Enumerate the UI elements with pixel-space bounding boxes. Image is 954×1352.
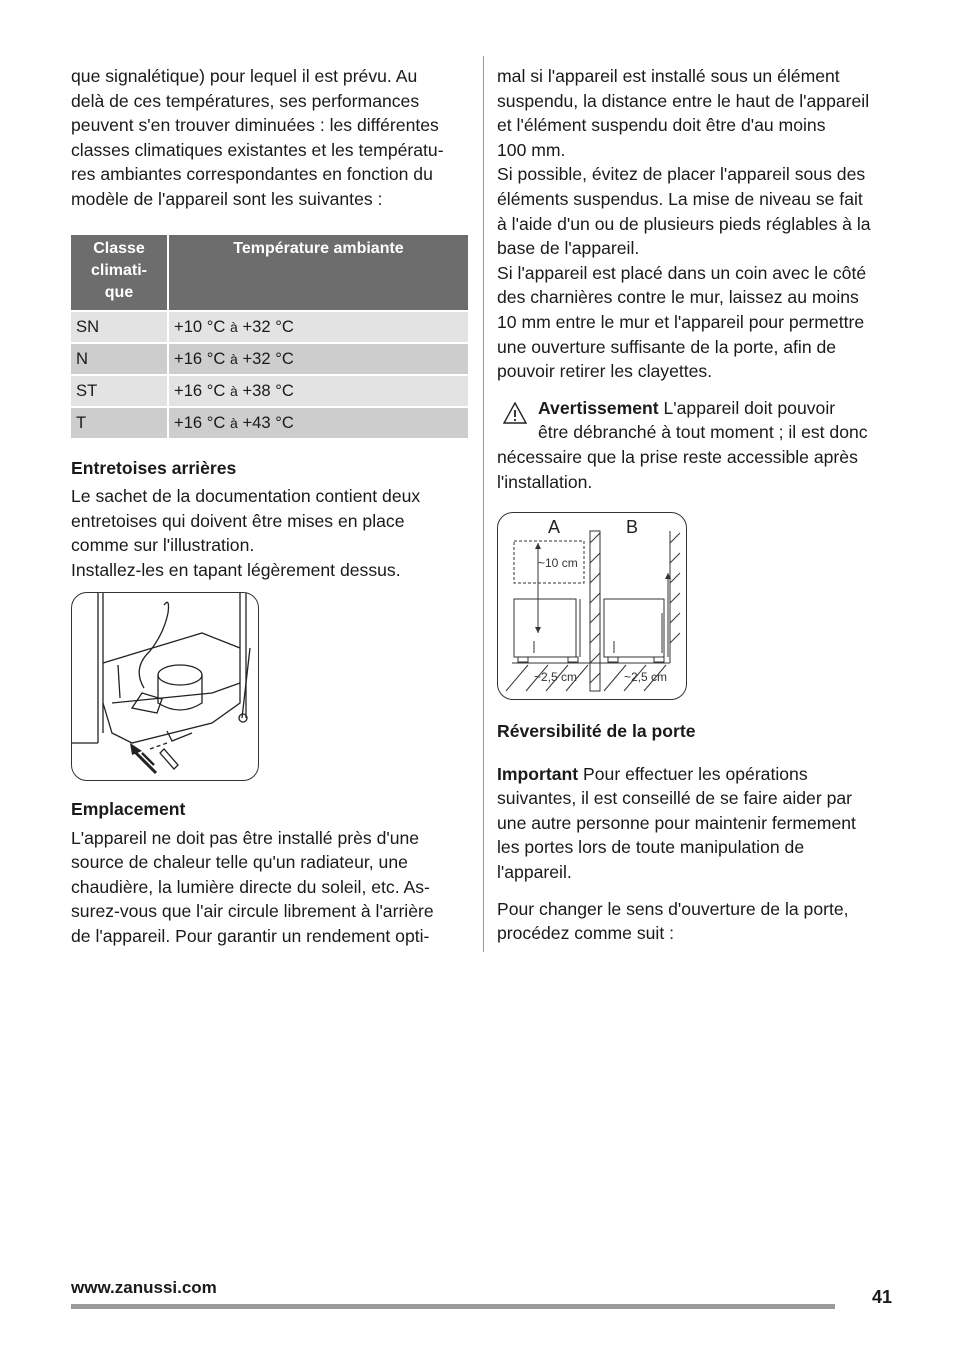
text-line: chaudière, la lumière directe du soleil, etc. As- (71, 876, 430, 897)
cell-class: T (71, 407, 168, 438)
text-line: des charnières contre le mur, laissez au moins (497, 287, 859, 308)
text-line: res ambiantes correspondantes en fonction du (71, 164, 433, 185)
text-line: source de chaleur telle qu'un radiateur, une (71, 852, 408, 873)
text-line: que signalétique) pour lequel il est prévu. Au (71, 66, 418, 86)
text-line: l'appareil. (497, 861, 572, 882)
right-column (497, 64, 899, 494)
change-direction-text (497, 897, 899, 946)
important-text: Pour effectuer les opérations (578, 763, 808, 784)
text-line: une ouverture suffisante de la porte, afin de (497, 336, 837, 357)
cell-class: ST (71, 375, 168, 407)
text-line: éléments suspendus. La mise de niveau se fait (497, 188, 863, 209)
cell-range: +16 °C à +32 °C (168, 343, 468, 375)
cell-range: +16 °C à +43 °C (168, 407, 468, 438)
text-line: L'appareil ne doit pas être installé près d'une (71, 827, 420, 848)
header-line: Classe (93, 239, 145, 257)
cell-class: N (71, 343, 168, 375)
climate-class-table (71, 235, 468, 438)
location-continued (497, 64, 899, 384)
text-line: Pour changer le sens d'ouverture de la porte, (497, 898, 849, 919)
section-heading: Emplacement (71, 799, 186, 819)
text-line: l'installation. (497, 471, 593, 492)
clearance-diagram (497, 512, 687, 700)
table-row (71, 375, 468, 407)
cell-class: SN (71, 311, 168, 343)
text-line: mal si l'appareil est installé sous un élément (497, 66, 840, 86)
text-line: Si possible, évitez de placer l'appareil sous des (497, 164, 866, 185)
text-line: delà de ces températures, ses performances (71, 90, 420, 111)
warning-first-line (497, 396, 899, 421)
header-climate-class (71, 235, 168, 311)
text-line: classes climatiques existantes et les températu- (71, 139, 444, 160)
section-heading: Entretoises arrières (71, 457, 237, 478)
rear-spacer-illustration (71, 592, 259, 781)
label-a: A (548, 517, 561, 537)
header-line: que (104, 283, 134, 301)
location-section (71, 797, 469, 949)
footer-website-link[interactable]: www.zanussi.com (71, 1278, 217, 1297)
text-line: Installez-les en tapant légèrement dessus. (71, 559, 401, 580)
cell-range: +10 °C à +32 °C (168, 311, 468, 343)
text-line: procédez comme suit : (497, 923, 674, 944)
warning-triangle-icon (503, 402, 527, 424)
header-line: climati- (90, 261, 147, 279)
dim-left: ~2,5 cm (534, 670, 578, 684)
page-number: 41 (872, 1287, 893, 1307)
warning-label: Avertissement (538, 397, 659, 418)
text-line: comme sur l'illustration. (71, 535, 255, 556)
text-line: de l'appareil. Pour garantir un rendement opti- (71, 925, 430, 946)
text-line: entretoises qui doivent être mises en place (71, 510, 405, 531)
text-line: suspendu, la distance entre le haut de l'appareil (497, 90, 870, 111)
label-b: B (626, 517, 639, 537)
text-line: les portes lors de toute manipulation de (497, 837, 805, 858)
text-line: pouvoir retirer les clayettes. (497, 361, 713, 382)
table-row (71, 343, 468, 375)
text-line: 100 mm. (497, 139, 566, 160)
text-line: Si l'appareil est placé dans un coin avec le côté (497, 262, 867, 283)
footer-rule (71, 1304, 835, 1309)
clearance-drawing (498, 513, 686, 699)
text-line: nécessaire que la prise reste accessible après (497, 446, 858, 467)
cell-range: +16 °C à +38 °C (168, 375, 468, 407)
compressor-drawing (72, 593, 258, 780)
text-line: base de l'appareil. (497, 238, 640, 259)
door-reversibility-section (497, 719, 899, 946)
rear-spacers-section (71, 456, 469, 583)
text-line: Le sachet de la documentation contient deux (71, 486, 421, 507)
section-heading: Réversibilité de la porte (497, 721, 696, 741)
text-line: une autre personne pour maintenir fermement (497, 812, 856, 833)
table-row (71, 407, 468, 438)
text-line: être débranché à tout moment ; il est donc (538, 422, 868, 443)
important-first-line (497, 762, 899, 787)
text-line: suivantes, il est conseillé de se faire aider par (497, 788, 852, 809)
left-column (71, 64, 469, 583)
warning-block (497, 396, 899, 494)
important-label: Important (497, 763, 579, 784)
text-line: et l'élément suspendu doit être d'au moins (497, 115, 826, 136)
dim-top: ~10 cm (538, 556, 578, 570)
table-row (71, 311, 468, 343)
header-ambient-temperature: Température ambiante (168, 235, 468, 311)
table-header-row (71, 235, 468, 311)
warning-text: L'appareil doit pouvoir (658, 397, 836, 418)
text-line: 10 mm entre le mur et l'appareil pour permettre (497, 311, 865, 332)
text-line: surez-vous que l'air circule librement à l'arrière (71, 901, 434, 922)
text-line: peuvent s'en trouver diminuées : les différentes (71, 115, 439, 136)
text-line: modèle de l'appareil sont les suivantes : (71, 188, 383, 209)
climate-intro (71, 64, 469, 212)
dim-right: ~2,5 cm (624, 670, 668, 684)
column-divider (483, 56, 484, 952)
text-line: à l'aide d'un ou de plusieurs pieds réglables à la (497, 213, 871, 234)
important-block (497, 762, 899, 885)
